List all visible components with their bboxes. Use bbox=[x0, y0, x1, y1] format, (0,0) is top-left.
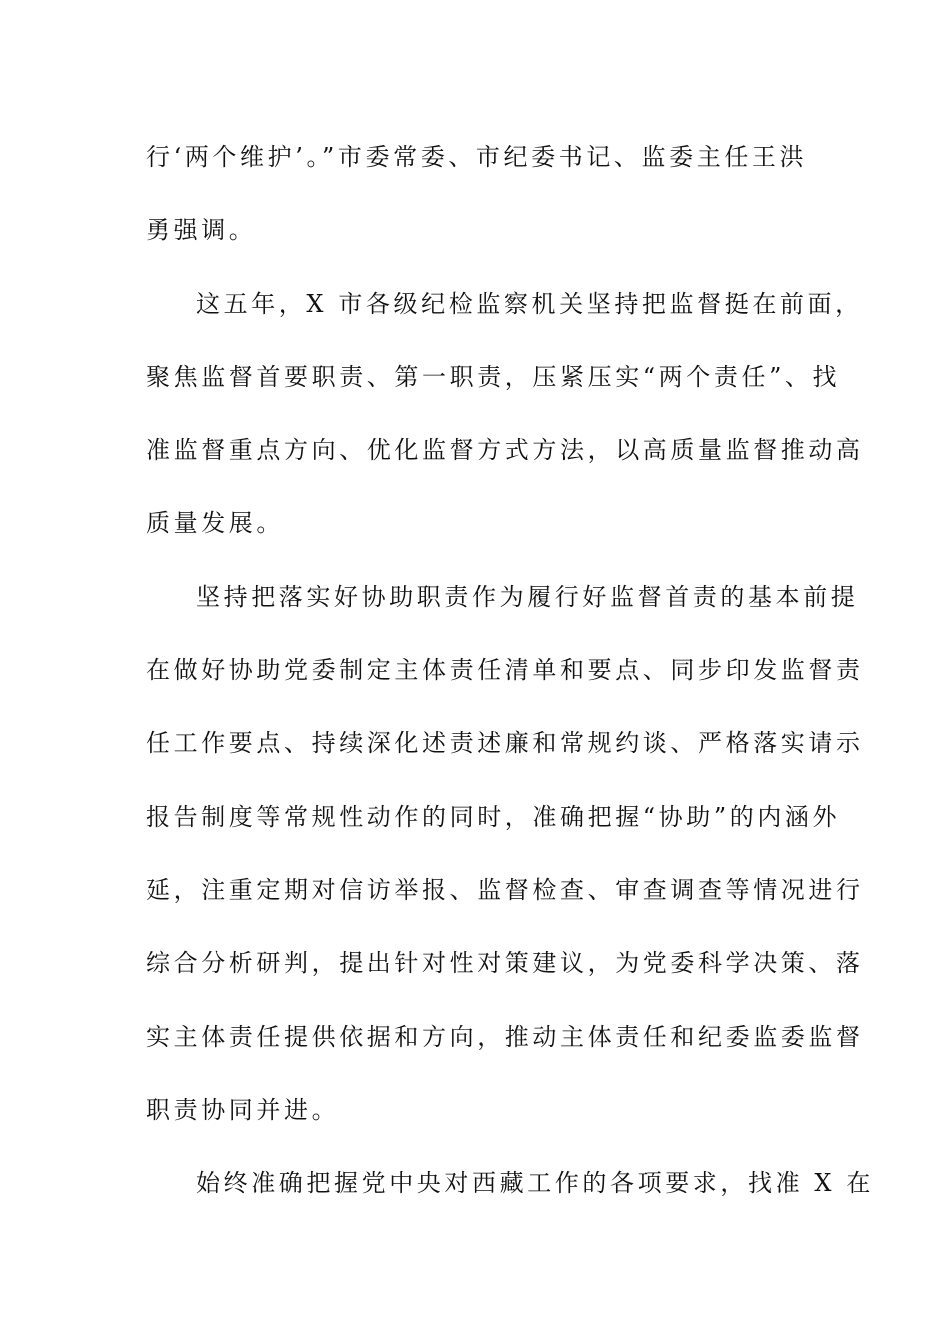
text-line: 质量发展。 bbox=[146, 509, 284, 537]
text-line: 实主体责任提供依据和方向，推动主体责任和纪委监委监督 bbox=[146, 1023, 864, 1051]
paragraph-start-line: 这五年，X 市各级纪检监察机关坚持把监督挺在前面， bbox=[196, 290, 863, 318]
text-line: 行‘两个维护’。”市委常委、市纪委书记、监委主任王洪 bbox=[146, 143, 808, 171]
text-line: 职责协同并进。 bbox=[146, 1096, 340, 1124]
text-line: 在做好协助党委制定主体责任清单和要点、同步印发监督责 bbox=[146, 656, 864, 684]
text-line: 延，注重定期对信访举报、监督检查、审查调查等情况进行 bbox=[146, 876, 864, 904]
paragraph-start-line: 始终准确把握党中央对西藏工作的各项要求，找准 X 在 bbox=[196, 1169, 874, 1197]
text-line: 综合分析研判，提出针对性对策建议，为党委科学决策、落 bbox=[146, 949, 864, 977]
text-line: 准监督重点方向、优化监督方式方法，以高质量监督推动高 bbox=[146, 436, 864, 464]
text-line: 任工作要点、持续深化述责述廉和常规约谈、严格落实请示 bbox=[146, 729, 864, 757]
text-line: 报告制度等常规性动作的同时，准确把握“协助”的内涵外 bbox=[146, 803, 841, 831]
text-line: 勇强调。 bbox=[146, 216, 257, 244]
paragraph-start-line: 坚持把落实好协助职责作为履行好监督首责的基本前提 bbox=[196, 583, 859, 611]
text-line: 聚焦监督首要职责、第一职责，压紧压实“两个责任”、找 bbox=[146, 363, 841, 391]
